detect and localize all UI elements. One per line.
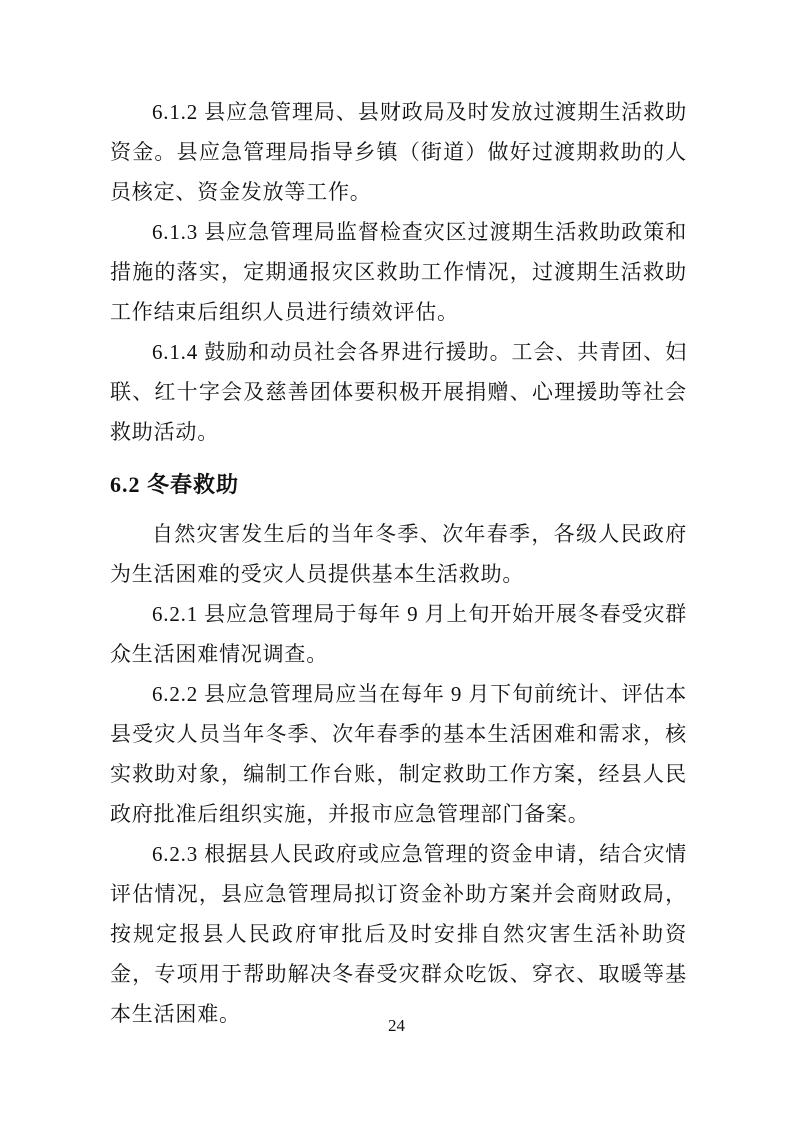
paragraph: 6.1.4 鼓励和动员社会各界进行援助。工会、共青团、妇联、红十字会及慈善团体要积极开展捐赠、心理援助等社会救助活动。 <box>110 340 687 444</box>
paragraph: 6.2.3 根据县人民政府或应急管理的资金申请，结合灾情评估情况，县应急管理局拟订资金补助方案并会商财政局，按规定报县人民政府审批后及时安排自然灾害生活补助资金，专项用于帮助解决冬春受灾群众吃饭、穿衣、取暖等基本生活困难。 <box>110 842 687 1026</box>
paragraph: 6.2.2 县应急管理局应当在每年 9 月下旬前统计、评估本县受灾人员当年冬季、次年春季的基本生活困难和需求，核实救助对象，编制工作台账，制定救助工作方案，经县人民政府批准后组织实施，并报市应急管理部门备案。 <box>110 682 687 826</box>
paragraph: 自然灾害发生后的当年冬季、次年春季，各级人民政府为生活困难的受灾人员提供基本生活救助。 <box>110 522 687 586</box>
section-heading: 6.2 冬春救助 <box>110 472 240 497</box>
page-number: 24 <box>388 1016 405 1035</box>
paragraph: 6.1.3 县应急管理局监督检查灾区过渡期生活救助政策和措施的落实，定期通报灾区救助工作情况，过渡期生活救助工作结束后组织人员进行绩效评估。 <box>110 220 687 324</box>
paragraph: 6.1.2 县应急管理局、县财政局及时发放过渡期生活救助资金。县应急管理局指导乡镇（街道）做好过渡期救助的人员核定、资金发放等工作。 <box>110 100 687 204</box>
document-body <box>110 92 687 1034</box>
paragraph: 6.2.1 县应急管理局于每年 9 月上旬开始开展冬春受灾群众生活困难情况调查。 <box>110 602 687 666</box>
